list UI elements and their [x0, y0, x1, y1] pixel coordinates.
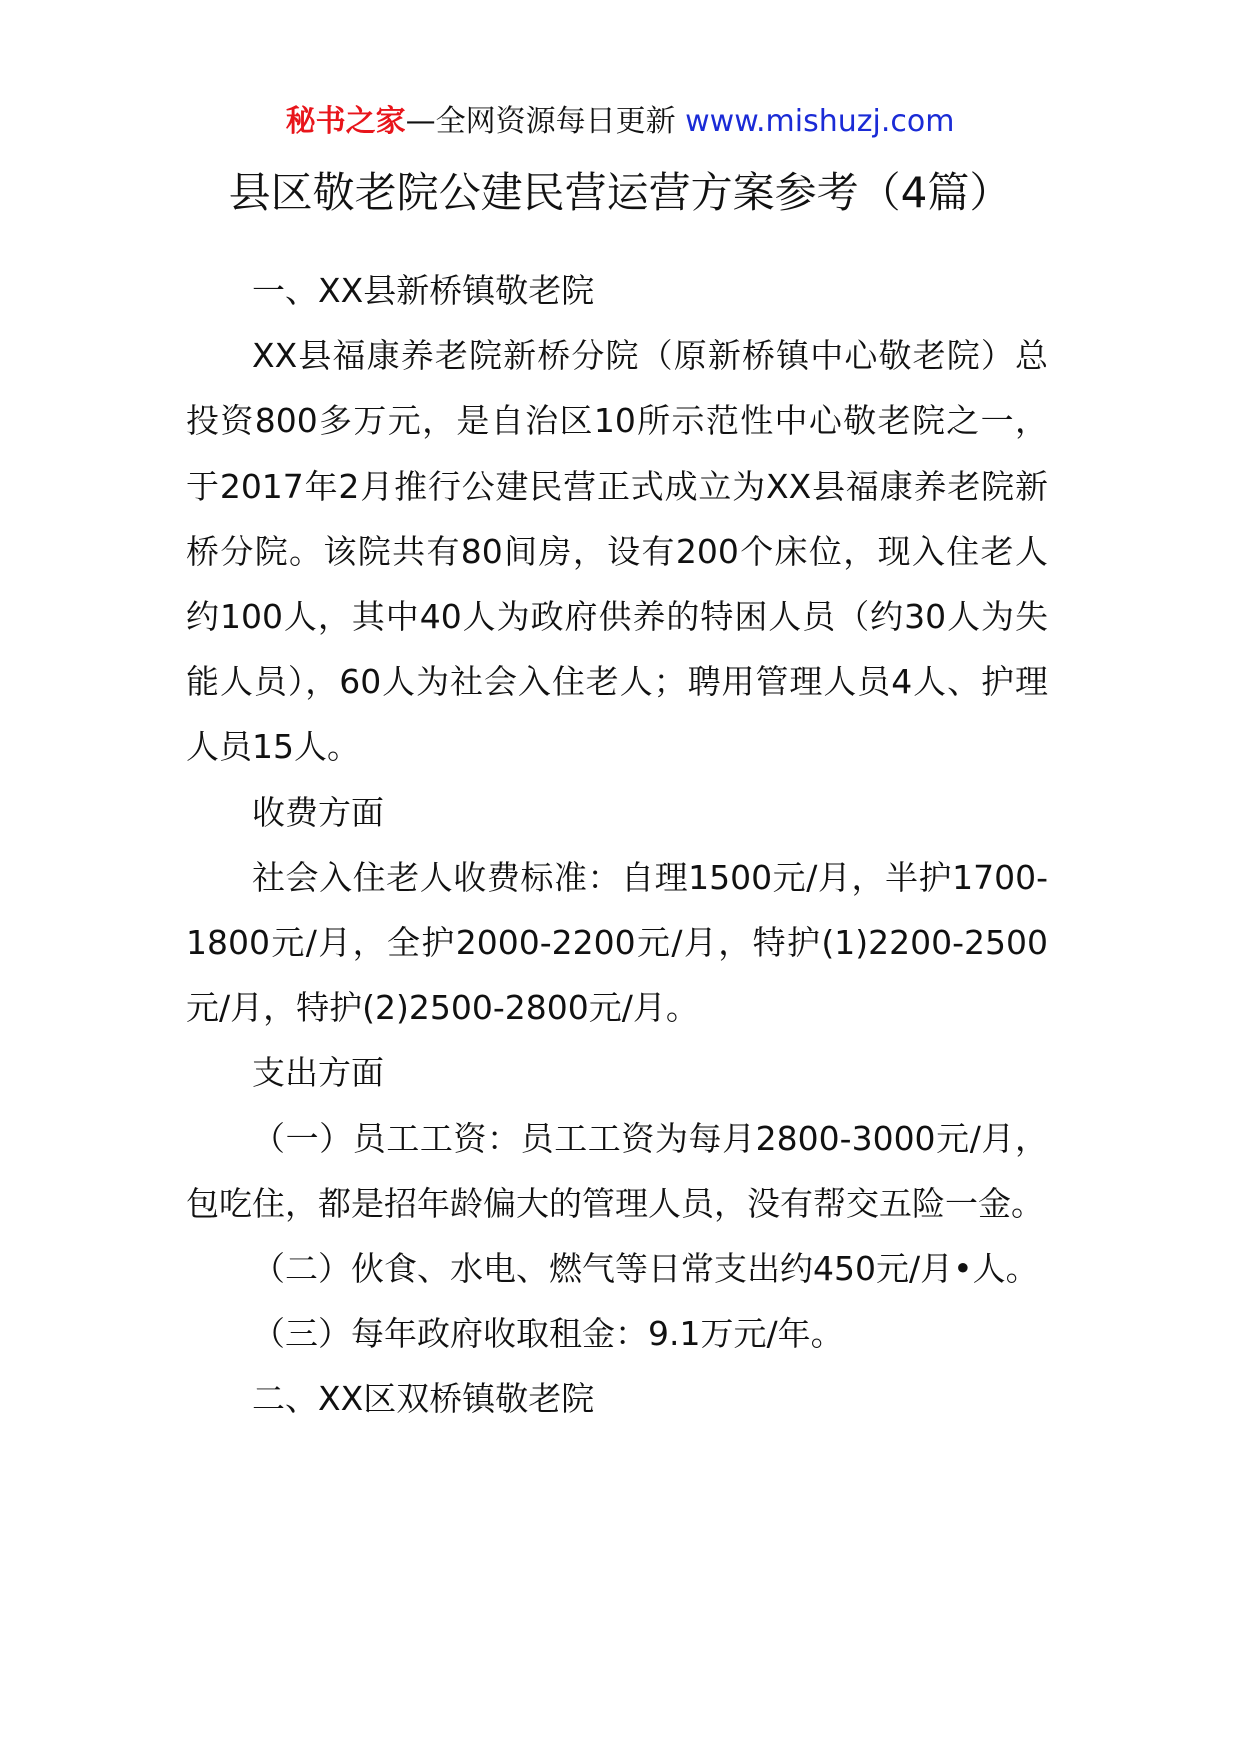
paragraph-wages: （一）员工工资：员工工资为每月2800-3000元/月，包吃住，都是招年龄偏大的管理人员，没有帮交五险一金。	[186, 1118, 1048, 1223]
document-body	[186, 258, 1048, 1432]
site-header	[0, 100, 1240, 144]
paragraph-fees: 社会入住老人收费标准：自理1500元/月，半护1700-1800元/月，全护2000-2200元/月，特护(1)2200-2500元/月，特护(2)2500-2800元/月。	[186, 857, 1048, 1028]
subheading-fees: 收费方面	[252, 792, 384, 832]
brand-name: 秘书之家	[285, 104, 406, 139]
document-title: 县区敬老院公建民营运营方案参考（4篇）	[228, 168, 1012, 217]
paragraph-overview: XX县福康养老院新桥分院（原新桥镇中心敬老院）总投资800多万元，是自治区10所示范性中心敬老院之一，于2017年2月推行公建民营正式成立为XX县福康养老院新桥分院。该院共有80间房，设有200个床位，现入住老人约100人，其中40人为政府供养的特困人员（约30人为失能人员），60人为社会入住老人；聘用管理人员4人、护理人员15人。	[186, 336, 1048, 767]
paragraph-rent: （三）每年政府收取租金：9.1万元/年。	[252, 1314, 844, 1354]
site-url-link[interactable]: www.mishuzj.com	[685, 104, 955, 139]
paragraph-daily-costs: （二）伙食、水电、燃气等日常支出约450元/月•人。	[252, 1249, 1039, 1289]
section-heading-1: 一、XX县新桥镇敬老院	[252, 271, 595, 310]
header-tagline: —全网资源每日更新	[405, 104, 676, 139]
section-heading-2: 二、XX区双桥镇敬老院	[252, 1379, 595, 1419]
subheading-expenses: 支出方面	[252, 1053, 384, 1093]
